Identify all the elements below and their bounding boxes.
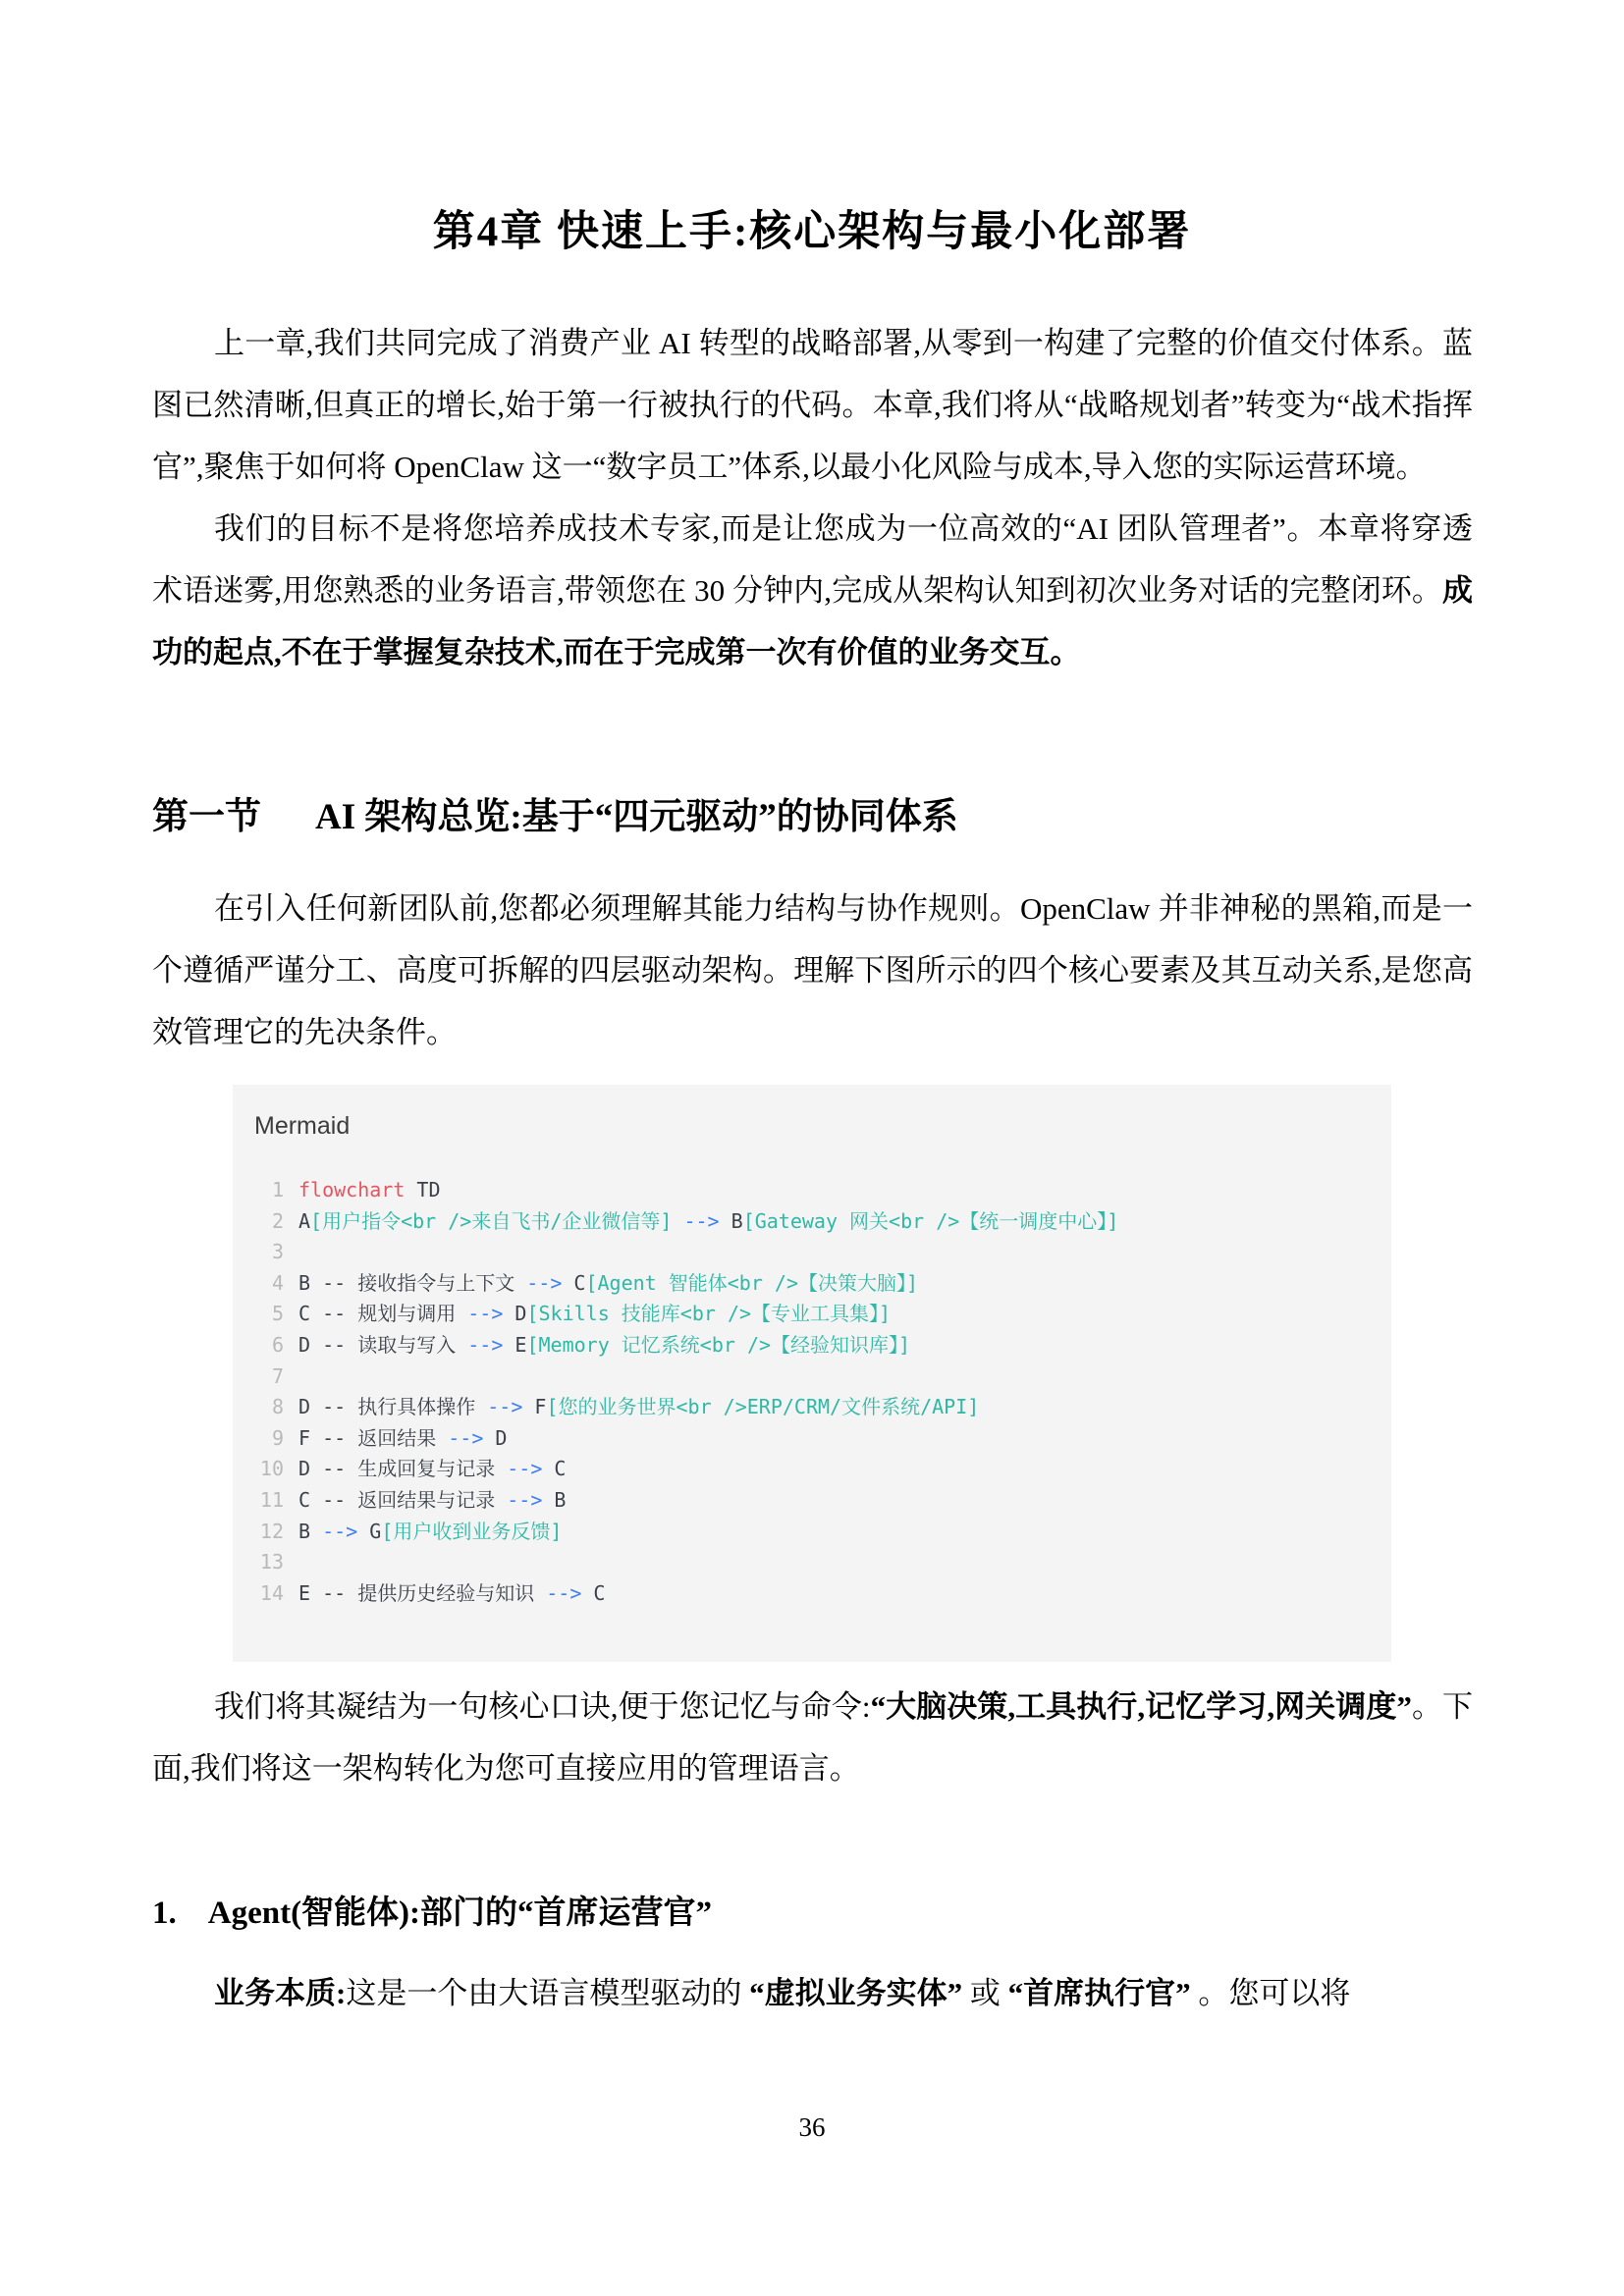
line-number: 8 [271, 1395, 284, 1419]
intro-paragraph-2 [152, 498, 1473, 683]
section-heading [152, 793, 1473, 842]
subsection-paragraph [152, 1962, 1473, 2024]
subsection-heading [152, 1892, 1473, 1935]
line-number: 7 [271, 1363, 284, 1388]
paragraph-text: 我们的目标不是将您培养成技术专家,而是让您成为一位高效的“AI 团队管理者”。本章将穿透术语迷雾,用您熟悉的业务语言,带领您在 30 分钟内,完成从架构认知到初次业务对话的完整闭环。 [152, 511, 1473, 608]
code-line-content: flowchart TD [298, 1178, 441, 1201]
code-line-content [298, 1362, 310, 1393]
code-line-content [298, 1547, 310, 1578]
section-paragraph-2 [152, 1676, 1473, 1799]
paragraph-bold-text: “虚拟业务实体” [749, 1976, 963, 2011]
line-number: 2 [271, 1208, 284, 1233]
code-line [254, 1299, 1368, 1330]
line-number: 11 [259, 1487, 284, 1512]
line-number: 12 [259, 1519, 284, 1543]
paragraph-text: 。您可以将 [1190, 1976, 1351, 2011]
code-line [254, 1485, 1368, 1517]
line-number: 4 [271, 1270, 284, 1295]
line-number: 5 [271, 1302, 284, 1326]
code-line-content: D -- 生成回复与记录 --> C [298, 1457, 567, 1481]
code-line-content: D -- 读取与写入 --> E[Memory 记忆系统<br />【经验知识库】] [298, 1332, 911, 1357]
paragraph-text: 。下面,我们将这一架构转化为您可直接应用的管理语言。 [152, 1689, 1473, 1787]
paragraph-bold-text: 成功的起点,不在于掌握复杂技术,而在于完成第一次有价值的业务交互。 [152, 573, 1473, 669]
line-number: 14 [259, 1580, 284, 1605]
section-number: 第一节 [152, 797, 261, 837]
chapter-title: 第4章 快速上手:核心架构与最小化部署 [432, 209, 1192, 255]
line-number: 3 [271, 1240, 284, 1264]
paragraph-bold-text: “首席执行官” [1007, 1976, 1191, 2011]
code-line [254, 1237, 1368, 1268]
code-line [254, 1362, 1368, 1393]
code-line [254, 1454, 1368, 1485]
line-number: 13 [259, 1550, 284, 1575]
paragraph-text: 上一章,我们共同完成了消费产业 AI 转型的战略部署,从零到一构建了完整的价值交付体系。蓝图已然清晰,但真正的增长,始于第一行被执行的代码。本章,我们将从“战略规划者”转变为“战术指挥官”,聚焦于如何将 OpenClaw 这一“数字员工”体系,以最小化风险与成本,导入您的实际运营环境。 [152, 326, 1473, 484]
code-line [254, 1175, 1368, 1206]
mermaid-code-block [233, 1085, 1391, 1662]
section-title: AI 架构总览:基于“四元驱动”的协同体系 [315, 797, 958, 837]
line-number: 9 [271, 1425, 284, 1450]
code-line-content: E -- 提供历史经验与知识 --> C [298, 1580, 606, 1605]
code-line-content: C -- 返回结果与记录 --> B [298, 1487, 567, 1512]
page-number: 36 [798, 2112, 826, 2142]
code-line [254, 1423, 1368, 1455]
line-number: 10 [259, 1457, 284, 1481]
paragraph-text: 或 [962, 1976, 1008, 2011]
code-line [254, 1330, 1368, 1362]
code-line-content: B -- 接收指令与上下文 --> C[Agent 智能体<br />【决策大脑】] [298, 1270, 919, 1295]
subsection-number: 1. [152, 1896, 177, 1932]
line-number: 6 [271, 1332, 284, 1357]
code-line [254, 1517, 1368, 1548]
code-line-content: D -- 执行具体操作 --> F[您的业务世界<br />ERP/CRM/文件系统/API] [298, 1395, 980, 1419]
paragraph-bold-text: 业务本质: [214, 1976, 347, 2011]
line-number: 1 [271, 1178, 284, 1201]
code-language-label: Mermaid [254, 1112, 351, 1140]
code-line-content [298, 1237, 310, 1268]
code-line [254, 1578, 1368, 1610]
code-line-content: C -- 规划与调用 --> D[Skills 技能库<br />【专业工具集】] [298, 1302, 892, 1326]
code-lines [254, 1175, 1368, 1609]
code-line [254, 1268, 1368, 1300]
paragraph-text: 这是一个由大语言模型驱动的 [346, 1976, 750, 2011]
intro-paragraph-1 [152, 312, 1473, 498]
code-line-content: A[用户指令<br />来自飞书/企业微信等] --> B[Gateway 网关<br />【统一调度中心】] [298, 1208, 1119, 1233]
code-line-content: F -- 返回结果 --> D [298, 1425, 508, 1450]
paragraph-bold-text: “大脑决策,工具执行,记忆学习,网关调度” [870, 1689, 1412, 1725]
code-line [254, 1206, 1368, 1238]
code-line [254, 1547, 1368, 1578]
paragraph-text: 在引入任何新团队前,您都必须理解其能力结构与协作规则。OpenClaw 并非神秘的黑箱,而是一个遵循严谨分工、高度可拆解的四层驱动架构。理解下图所示的四个核心要素及其互动关系,是您高效管理它的先决条件。 [152, 891, 1473, 1049]
subsection-title: Agent(智能体):部门的“首席运营官” [207, 1896, 713, 1932]
code-line [254, 1392, 1368, 1423]
section-paragraph-1 [152, 878, 1473, 1063]
code-line-content: B --> G[用户收到业务反馈] [298, 1519, 563, 1543]
paragraph-text: 我们将其凝结为一句核心口诀,便于您记忆与命令: [214, 1689, 871, 1725]
page-content [152, 312, 1473, 2024]
